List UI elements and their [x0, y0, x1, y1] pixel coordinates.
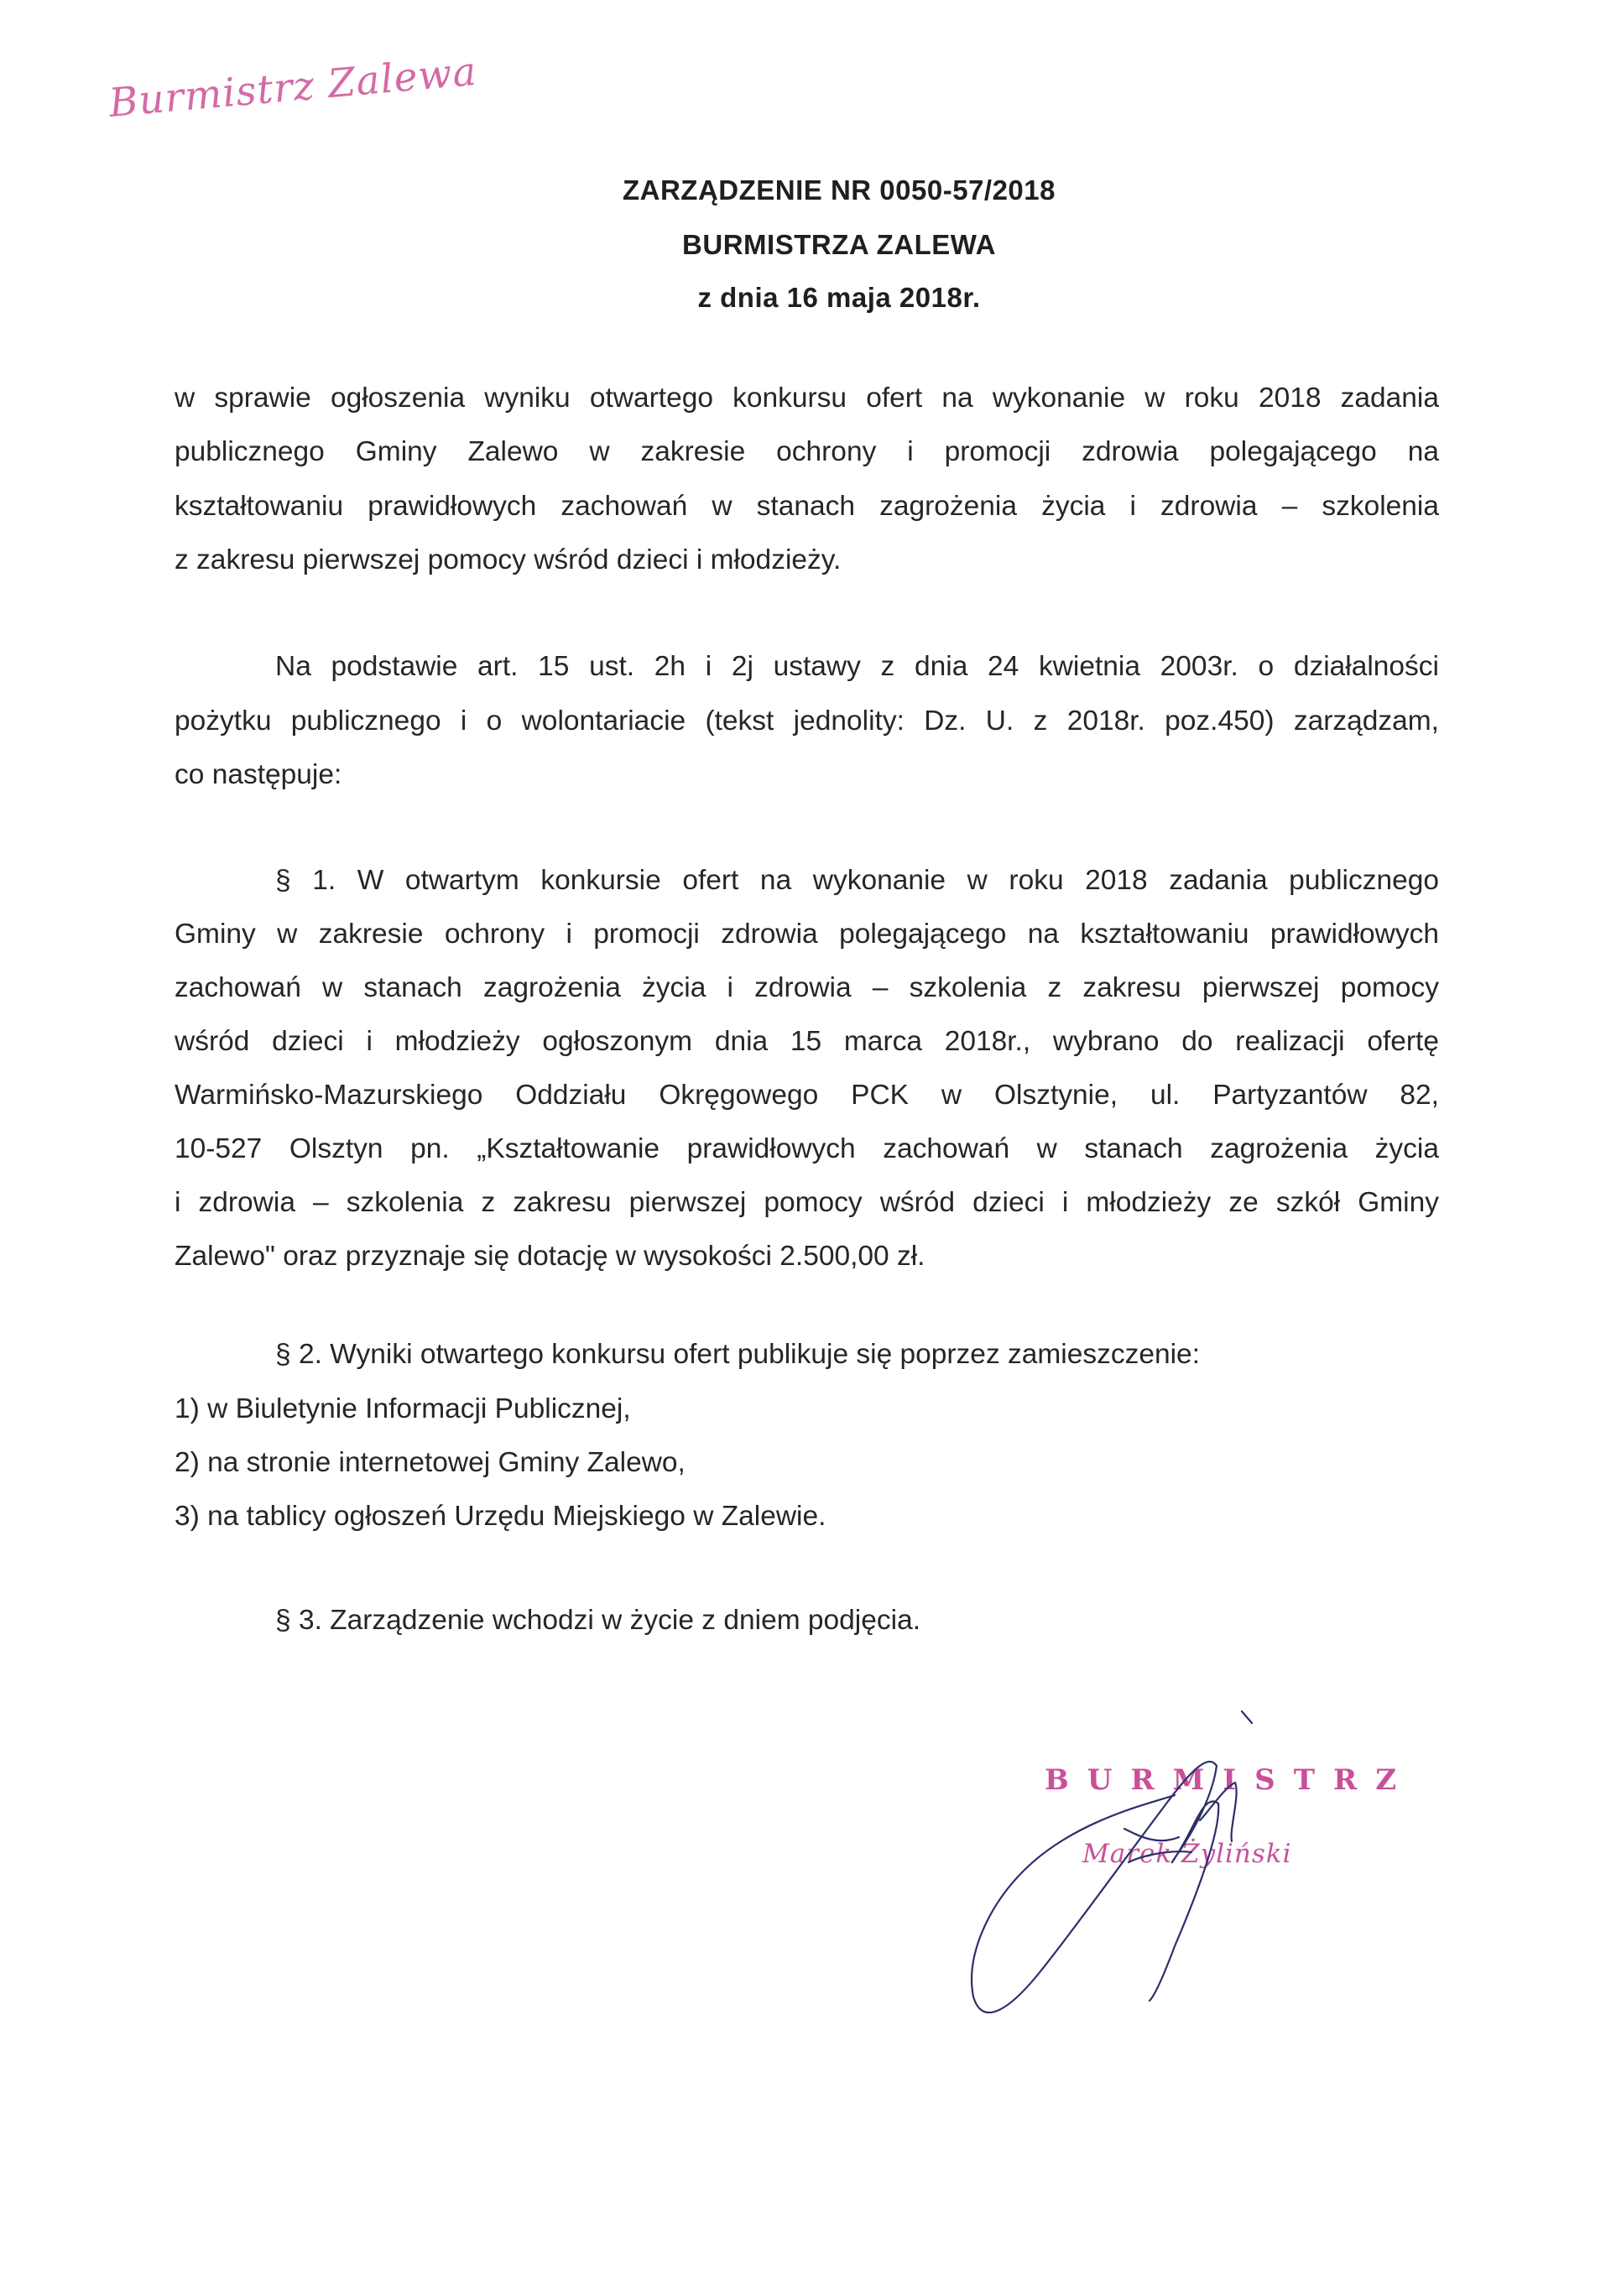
section1-line: § 1. W otwartym konkursie ofert na wykonanie w roku 2018 zadania publicznego [275, 865, 1439, 896]
header-stamp: Burmistrz Zalewa [107, 48, 479, 127]
legal-basis-line: pożytku publicznego i o wolontariacie (tekst jednolity: Dz. U. z 2018r. poz.450) zarządzam, [175, 705, 1439, 737]
section1-line: Zalewo" oraz przyznaje się dotację w wysokości 2.500,00 zł. [175, 1241, 925, 1272]
section2-item: 2) na stronie internetowej Gminy Zalewo, [175, 1447, 686, 1478]
subject-line: z zakresu pierwszej pomocy wśród dzieci i młodzieży. [175, 544, 842, 575]
legal-basis-line: Na podstawie art. 15 ust. 2h i 2j ustawy z dnia 24 kwietnia 2003r. o działalności [275, 651, 1439, 682]
section1-line: Warmińsko-Mazurskiego Oddziału Okręgowego PCK w Olsztynie, ul. Partyzantów 82, [175, 1080, 1439, 1111]
section1-line: i zdrowia – szkolenia z zakresu pierwszej pomocy wśród dzieci i młodzieży ze szkół Gminy [175, 1187, 1439, 1218]
section2-item: 1) w Biuletynie Informacji Publicznej, [175, 1393, 631, 1424]
document-date: z dnia 16 maja 2018r. [697, 282, 981, 313]
signature-stamp-name: Marek Żyliński [1082, 1839, 1292, 1869]
subject-line: w sprawie ogłoszenia wyniku otwartego konkursu ofert na wykonanie w roku 2018 zadania [175, 383, 1439, 414]
subject-line: kształtowaniu prawidłowych zachowań w stanach zagrożenia życia i zdrowia – szkolenia [175, 491, 1439, 522]
signature-stamp-title: BURMISTRZ [1045, 1763, 1415, 1797]
handwritten-signature [923, 1703, 1309, 2038]
document-authority: BURMISTRZA ZALEWA [682, 229, 996, 260]
section3: § 3. Zarządzenie wchodzi w życie z dniem podjęcia. [275, 1605, 921, 1636]
document-title: ZARZĄDZENIE NR 0050-57/2018 [622, 174, 1056, 206]
section2-item: 3) na tablicy ogłoszeń Urzędu Miejskiego w Zalewie. [175, 1501, 826, 1532]
section1-line: wśród dzieci i młodzieży ogłoszonym dnia 15 marca 2018r., wybrano do realizacji ofertę [175, 1026, 1439, 1057]
section1-line: Gminy w zakresie ochrony i promocji zdrowia polegającego na kształtowaniu prawidłowych [175, 919, 1439, 950]
section2-intro: § 2. Wyniki otwartego konkursu ofert publikuje się poprzez zamieszczenie: [275, 1339, 1200, 1370]
section1-line: 10-527 Olsztyn pn. „Kształtowanie prawidłowych zachowań w stanach zagrożenia życia [175, 1133, 1439, 1164]
section1-line: zachowań w stanach zagrożenia życia i zdrowia – szkolenia z zakresu pierwszej pomocy [175, 972, 1439, 1003]
legal-basis-line: co następuje: [175, 759, 342, 790]
subject-line: publicznego Gminy Zalewo w zakresie ochrony i promocji zdrowia polegającego na [175, 436, 1439, 467]
